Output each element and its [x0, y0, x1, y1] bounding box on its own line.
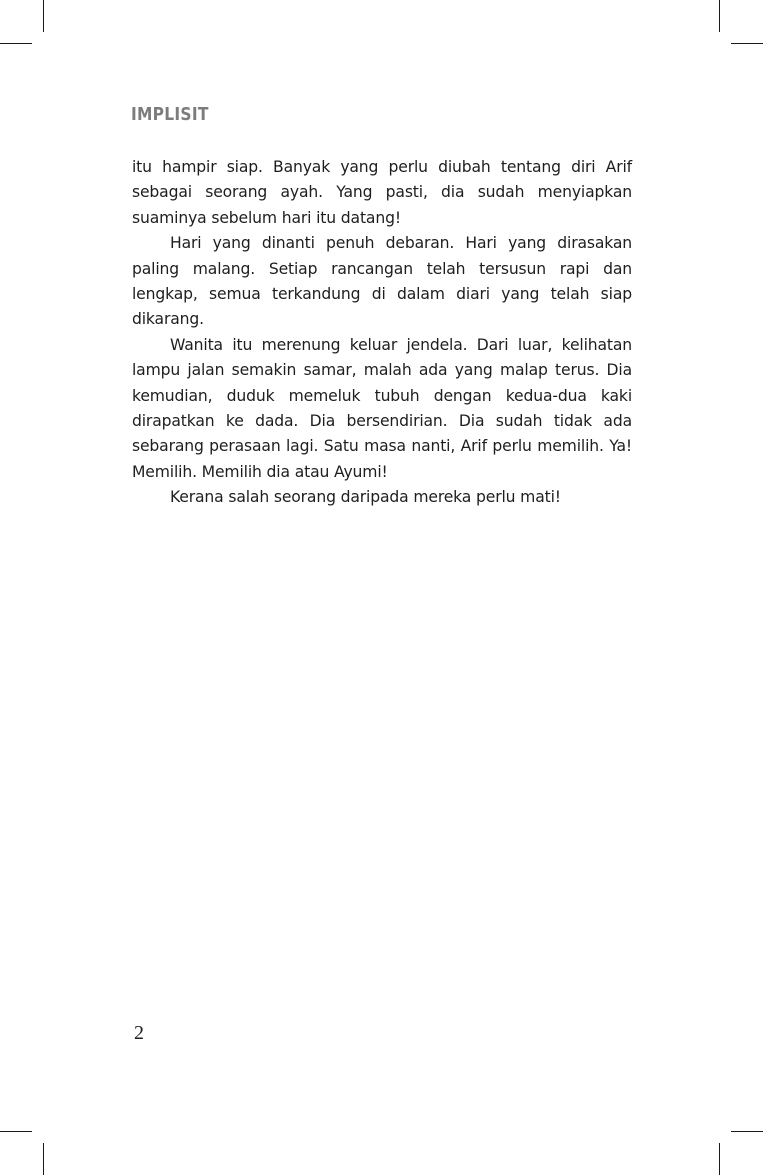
- crop-mark-top-right-vertical: [719, 0, 720, 32]
- paragraph-2: Hari yang dinanti penuh debaran. Hari yang dirasakan paling malang. Setiap rancangan telah tersusun rapi dan lengkap, semua terkandung di dalam diari yang telah siap dikarang.: [132, 234, 632, 329]
- running-header-title: IMPLISIT: [131, 104, 209, 125]
- crop-mark-top-left-horizontal: [0, 43, 32, 44]
- crop-mark-bottom-right-vertical: [719, 1143, 720, 1175]
- paragraph-4: Kerana salah seorang daripada mereka perlu mati!: [170, 488, 561, 507]
- page-number: 2: [134, 1022, 144, 1044]
- crop-mark-bottom-right-horizontal: [731, 1131, 763, 1132]
- crop-mark-bottom-left-vertical: [43, 1143, 44, 1175]
- body-text: [132, 155, 632, 511]
- crop-mark-top-left-vertical: [43, 0, 44, 32]
- crop-mark-bottom-left-horizontal: [0, 1131, 32, 1132]
- paragraph-3: Wanita itu merenung keluar jendela. Dari luar, kelihatan lampu jalan semakin samar, malah ada yang malap terus. Dia kemudian, duduk memeluk tubuh dengan kedua-dua kaki dirapatkan ke dada. Dia bersendirian. Dia sudah tidak ada sebarang perasaan lagi. Satu masa nanti, Arif perlu memilih. Ya! Memilih. Memilih dia atau Ayumi!: [132, 335, 632, 481]
- paragraph-1: itu hampir siap. Banyak yang perlu diubah tentang diri Arif sebagai seorang ayah. Yang pasti, dia sudah menyiapkan suaminya sebelum hari itu datang!: [132, 158, 632, 227]
- crop-mark-top-right-horizontal: [731, 43, 763, 44]
